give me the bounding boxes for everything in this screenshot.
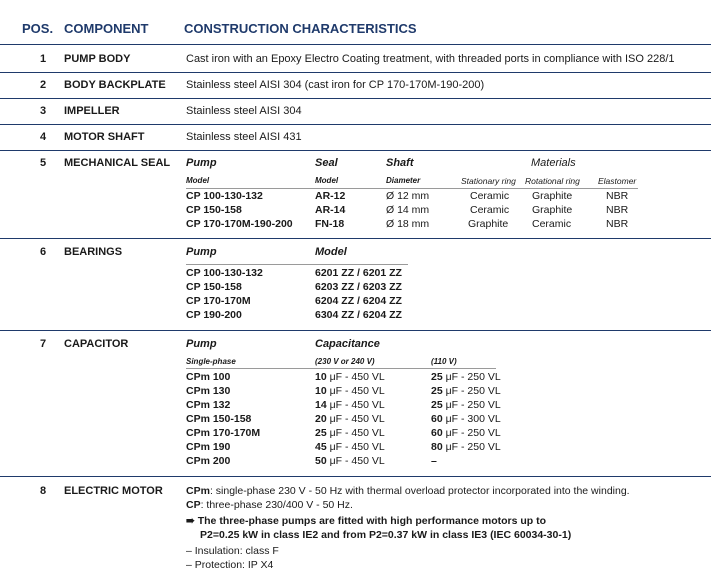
row-divider [0, 98, 711, 99]
seal-col-materials: Materials [531, 157, 576, 169]
table-row-elastomer: NBR [606, 204, 629, 216]
cap-230-value: 50 [315, 455, 327, 467]
cap-230-unit: μF - 450 VL [329, 399, 385, 411]
seal-sub-divider [186, 188, 638, 189]
table-row-pump: CPm 130 [186, 385, 231, 397]
row-divider [0, 72, 711, 73]
capacitor-sub-230: (230 V or 240 V) [315, 357, 375, 366]
motor-note-line1: The three-phase pumps are fitted with high performance motors up to [197, 515, 547, 527]
table-row-shaft: Ø 12 mm [386, 190, 430, 202]
row-divider [0, 124, 711, 125]
header-divider [0, 44, 711, 45]
table-row-elastomer: NBR [606, 190, 629, 202]
header-construction: CONSTRUCTION CHARACTERISTICS [184, 21, 417, 36]
row-divider [0, 238, 711, 239]
header-pos: POS. [22, 21, 54, 36]
row2-pos: 2 [40, 79, 47, 91]
seal-sub-diameter: Diameter [386, 176, 421, 185]
motor-note-line2: P2=0.25 kW in class IE2 and from P2=0.37 kW in class IE3 (IEC 60034-30-1) [200, 529, 572, 541]
capacitor-component: CAPACITOR [64, 338, 129, 350]
bearings-sub-divider [186, 264, 408, 265]
table-row-shaft: Ø 14 mm [386, 204, 430, 216]
cap-110-value: 60 [431, 427, 443, 439]
motor-cp-text: : three-phase 230/400 V - 50 Hz. [200, 499, 353, 511]
table-row-pump: CP 100-130-132 [186, 267, 263, 279]
cap-230-value: 10 [315, 385, 327, 397]
cap-110-value: 25 [431, 399, 443, 411]
cap-110-unit: μF - 250 VL [445, 399, 501, 411]
table-row-pump: CP 190-200 [186, 309, 242, 321]
row-divider [0, 476, 711, 477]
motor-component: ELECTRIC MOTOR [64, 485, 163, 497]
table-row-pump: CP 170-170M-190-200 [186, 218, 293, 230]
table-row-model: 6304 ZZ / 6204 ZZ [315, 309, 402, 321]
row2-component: BODY BACKPLATE [64, 79, 166, 91]
table-row-pump: CPm 132 [186, 399, 231, 411]
table-row-stationary: Graphite [468, 218, 509, 230]
table-row-elastomer: NBR [606, 218, 629, 230]
arrow-right-icon: ➠ [186, 515, 195, 527]
cap-230-value: 20 [315, 413, 327, 425]
seal-col-shaft: Shaft [386, 157, 414, 169]
cap-230-value: 10 [315, 371, 327, 383]
table-row-rotational: Graphite [532, 190, 573, 202]
seal-sub-stationary: Stationary ring [461, 176, 516, 186]
cap-110-unit: μF - 300 VL [445, 413, 501, 425]
cap-110-unit: μF - 250 VL [445, 441, 501, 453]
motor-insulation: – Insulation: class F [186, 545, 279, 557]
cap-230-value: 25 [315, 427, 327, 439]
motor-pos: 8 [40, 485, 47, 497]
row3-pos: 3 [40, 105, 47, 117]
capacitor-col-pump: Pump [186, 338, 217, 350]
cap-230-value: 14 [315, 399, 327, 411]
header-component: COMPONENT [64, 21, 149, 36]
motor-cpm-text: : single-phase 230 V - 50 Hz with thermal overload protector incorporated into the winding. [209, 485, 630, 497]
row-divider [0, 150, 711, 151]
cap-110-value: 25 [431, 371, 443, 383]
seal-col-pump: Pump [186, 157, 217, 169]
bearings-component: BEARINGS [64, 246, 123, 258]
seal-sub-rotational: Rotational ring [525, 176, 580, 186]
cap-230-unit: μF - 450 VL [329, 385, 385, 397]
table-row-seal: AR-14 [315, 204, 346, 216]
cap-110-value: 25 [431, 385, 443, 397]
table-row-pump: CPm 100 [186, 371, 231, 383]
row1-component: PUMP BODY [64, 53, 131, 65]
row3-text: Stainless steel AISI 304 [186, 105, 302, 117]
table-row-stationary: Ceramic [470, 190, 510, 202]
cap-230-unit: μF - 450 VL [329, 455, 385, 467]
bearings-col-pump: Pump [186, 246, 217, 258]
row-divider [0, 330, 711, 331]
cap-110-unit: μF - 250 VL [445, 427, 501, 439]
capacitor-sub-110: (110 V) [431, 357, 457, 366]
table-row-pump: CPm 200 [186, 455, 231, 467]
seal-component: MECHANICAL SEAL [64, 157, 171, 169]
table-row-rotational: Ceramic [532, 218, 572, 230]
cap-110-value: – [431, 455, 437, 467]
row1-pos: 1 [40, 53, 47, 65]
table-row-seal: AR-12 [315, 190, 346, 202]
row1-text: Cast iron with an Epoxy Electro Coating treatment, with threaded ports in compliance with ISO 228/1 [186, 53, 675, 65]
row4-component: MOTOR SHAFT [64, 131, 145, 143]
cap-230-unit: μF - 450 VL [329, 427, 385, 439]
seal-sub-elastomer: Elastomer [598, 176, 637, 186]
row4-pos: 4 [40, 131, 47, 143]
capacitor-col-capacitance: Capacitance [315, 338, 380, 350]
table-row-model: 6201 ZZ / 6201 ZZ [315, 267, 402, 279]
capacitor-sub-divider [186, 368, 496, 369]
row2-text: Stainless steel AISI 304 (cast iron for CP 170-170M-190-200) [186, 79, 485, 91]
row4-text: Stainless steel AISI 431 [186, 131, 302, 143]
bearings-pos: 6 [40, 246, 47, 258]
cap-230-value: 45 [315, 441, 327, 453]
motor-cpm-label: CPm [186, 485, 210, 497]
table-row-seal: FN-18 [315, 218, 345, 230]
motor-protection: – Protection: IP X4 [186, 559, 274, 571]
table-row-rotational: Graphite [532, 204, 573, 216]
cap-110-value: 80 [431, 441, 443, 453]
table-row-pump: CPm 150-158 [186, 413, 252, 425]
table-row-stationary: Ceramic [470, 204, 510, 216]
table-row-shaft: Ø 18 mm [386, 218, 430, 230]
cap-110-unit: μF - 250 VL [445, 371, 501, 383]
cap-110-unit: μF - 250 VL [445, 385, 501, 397]
seal-pos: 5 [40, 157, 47, 169]
motor-cp-label: CP [186, 499, 201, 511]
cap-230-unit: μF - 450 VL [329, 441, 385, 453]
cap-110-value: 60 [431, 413, 443, 425]
row3-component: IMPELLER [64, 105, 120, 117]
cap-230-unit: μF - 450 VL [329, 413, 385, 425]
table-row-model: 6203 ZZ / 6203 ZZ [315, 281, 402, 293]
cap-230-unit: μF - 450 VL [329, 371, 385, 383]
capacitor-pos: 7 [40, 338, 47, 350]
table-row-pump: CP 150-158 [186, 281, 242, 293]
bearings-col-model: Model [315, 246, 347, 258]
table-row-pump: CPm 170-170M [186, 427, 261, 439]
table-row-pump: CP 170-170M [186, 295, 251, 307]
table-row-pump: CP 150-158 [186, 204, 242, 216]
table-row-pump: CPm 190 [186, 441, 231, 453]
seal-col-seal: Seal [315, 157, 338, 169]
capacitor-sub-single: Single-phase [186, 357, 236, 366]
table-row-model: 6204 ZZ / 6204 ZZ [315, 295, 402, 307]
table-row-pump: CP 100-130-132 [186, 190, 263, 202]
seal-sub-model: Model [186, 176, 210, 185]
seal-sub-seal-model: Model [315, 176, 339, 185]
